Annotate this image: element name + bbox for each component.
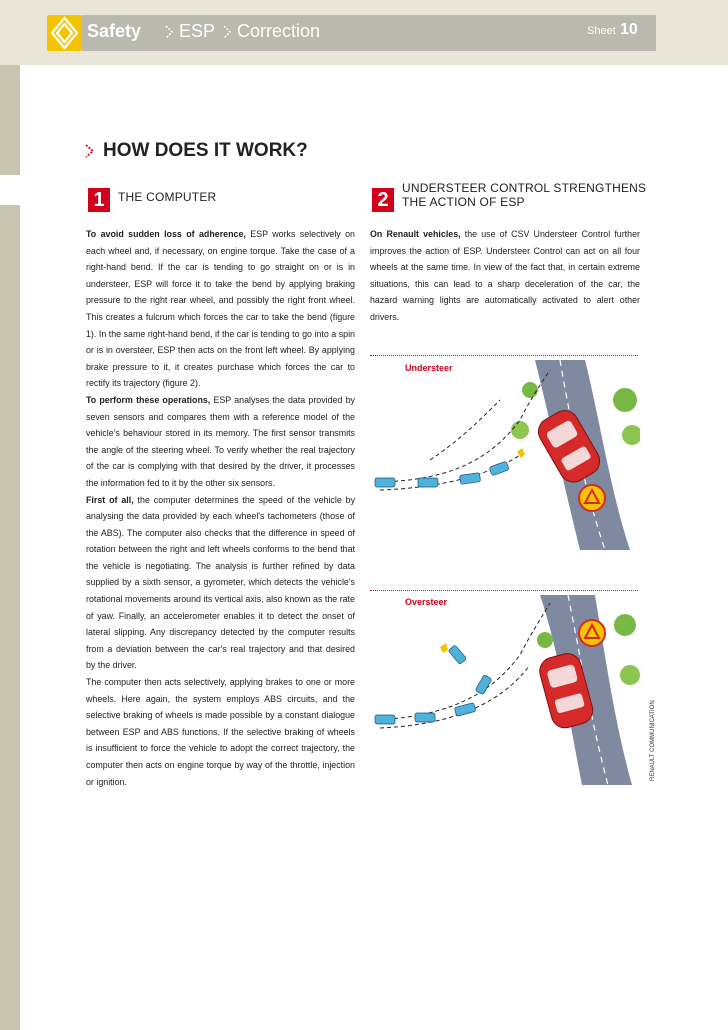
lead-text: On Renault vehicles,: [370, 229, 461, 239]
paragraph: ESP works selectively on each wheel and, if necessary, on engine torque. Take the case of a right-hand bend. If the car is tending to go straight on or is in understeer, ESP will force it to take the bend by applying braking pressure to the right rear wheel, and possibly the right front wheel. This creates a fulcrum which forces the car to take the bend (figure 1). In the same right-hand bend, if the car is tending to go into a spin or is in oversteer, ESP then acts on the front left wheel. By applying brake pressure to it, it creates purchase which forces the car to rectify its trajectory (figure 2).: [86, 229, 355, 389]
image-credit: RENAULT COMMUNICATION: [650, 700, 656, 781]
sheet-number: 10: [620, 21, 638, 38]
side-notch: [0, 175, 20, 205]
figure-divider: [370, 355, 638, 356]
lead-text: To avoid sudden loss of adherence,: [86, 229, 246, 239]
subtitle-line: UNDERSTEER CONTROL STRENGTHENS: [402, 181, 647, 195]
oversteer-illustration: [370, 595, 640, 785]
figure-label-oversteer: Oversteer: [405, 597, 448, 607]
breadcrumb-safety: Safety: [87, 21, 142, 41]
figure-divider: [370, 590, 638, 591]
chevron-right-icon: [222, 24, 232, 40]
figure-label-understeer: Understeer: [405, 363, 453, 373]
sheet-label: Sheet: [587, 25, 616, 37]
computer-text: [86, 226, 355, 790]
subsection-title-understeer-control: [402, 181, 646, 209]
section-arrow-icon: [84, 143, 96, 159]
side-strip: [0, 65, 20, 1030]
breadcrumb-esp: ESP: [179, 21, 216, 41]
paragraph: the computer determines the speed of the vehicle by analysing the data provided by each wheel's tachometers (those of the ABS). The computer also checks that the difference in speed of rotation between the right and left wheels conforms to the bend that the vehicle is negotiating. The analysis is further refined by data supplied by a sixth sensor, a gyrometer, which detects the vehicle's rotational movements around its vertical axis, also known as the rate of yaw. Finally, an accelerometer enables it to detect the onset of lateral slipping. Any discrepancy detected by the computer results from a deviation between the car's real trajectory and that desired by the driver.: [86, 494, 356, 671]
lead-text: First of all,: [86, 494, 134, 505]
breadcrumb-correction: Correction: [237, 21, 321, 41]
renault-logo: [47, 15, 82, 51]
paragraph: the use of CSV Understeer Control further improves the action of ESP. Understeer Control can act on all four wheels at the same time. In view of the fact that, in certain extreme situations, this can lead to a sharp deceleration of the car, the hazard warning lights are automatically activated to alert other drivers.: [370, 229, 640, 322]
breadcrumb: [82, 15, 656, 51]
subsection-number-2: 2: [372, 188, 394, 212]
subsection-title-computer: THE COMPUTER: [118, 190, 217, 204]
understeer-illustration: [370, 360, 640, 550]
paragraph: ESP analyses the data provided by seven sensors and compares them with a reference model of the vehicle's behaviour stored in its memory. The first sensor transmits the angle of the steering wheel. To verify whether the real trajectory of the car is complying with that desired by the driver, it processes the information fed to it by the other six sensors.: [86, 394, 355, 488]
lead-text: To perform these operations,: [86, 394, 211, 405]
subsection-number-1: 1: [88, 188, 110, 212]
paragraph: The computer then acts selectively, applying brakes to one or more wheels. Here again, the system employs ABS circuits, and the selective braking of wheels is made possible by a constant dialogue between ESP and ABS functions. If the selective braking of wheels is insufficient to force the vehicle to adopt the correct trajectory, the computer then acts on engine torque by way of the throttle, injection or ignition.: [86, 677, 355, 787]
subtitle-line: THE ACTION OF ESP: [402, 195, 525, 209]
section-title: HOW DOES IT WORK?: [103, 140, 308, 161]
chevron-right-icon: [164, 24, 174, 40]
understeer-control-text: [370, 226, 640, 326]
